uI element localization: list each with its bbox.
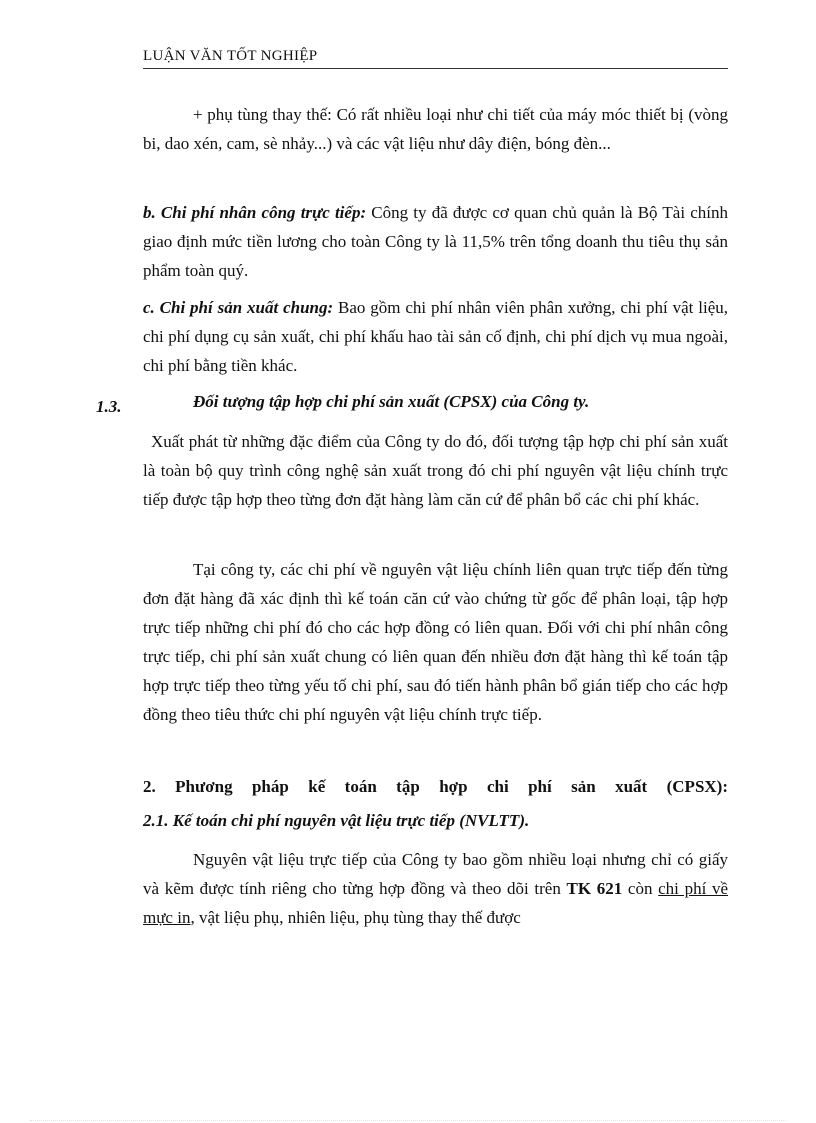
- paragraph-direct-materials: [143, 845, 728, 932]
- direct-materials-mid: còn: [622, 879, 659, 898]
- direct-materials-end: , vật liệu phụ, nhiên liệu, phụ tùng thay thế được: [190, 908, 521, 927]
- paragraph-direct-labor: [143, 198, 728, 285]
- page-bottom-rule: [30, 1120, 786, 1121]
- direct-labor-lead: b. Chi phí nhân công trực tiếp:: [143, 203, 367, 222]
- paragraph-cost-object: Xuất phát từ những đặc điểm của Công ty do đó, đối tượng tập hợp chi phí sản xuất là toàn bộ quy trình công nghệ sản xuất trong đó chi phí nguyên vật liệu chính trực tiếp được tập hợp theo từng đơn đặt hàng làm căn cứ để phân bổ các chi phí khác.: [143, 432, 728, 509]
- paragraph-general-production: [143, 293, 728, 380]
- direct-labor-body: Công ty đã được cơ quan chủ quản là Bộ Tài chính giao định mức tiền lương cho toàn Công ty là 11,5% trên tổng doanh thu tiêu thụ sản phẩm toàn quý.: [143, 203, 729, 280]
- section-title-1-3: Đối tượng tập hợp chi phí sản xuất (CPSX) của Công ty.: [193, 392, 590, 411]
- section-number-1-3: 1.3.: [96, 397, 122, 416]
- general-production-body: Bao gồm chi phí nhân viên phân xưởng, chi phí vật liệu, chi phí dụng cụ sản xuất, chi phí khấu hao tài sản cố định, chi phí dịch vụ mua ngoài, chi phí bằng tiền khác.: [143, 298, 728, 375]
- direct-materials-intro: Nguyên vật liệu trực tiếp của Công ty bao gồm nhiều loại nhưng chỉ có giấy và kẽm được tính riêng cho từng hợp đồng và theo dõi trên: [143, 850, 728, 898]
- paragraph-cost-allocation: Tại công ty, các chi phí về nguyên vật liệu chính liên quan trực tiếp đến từng đơn đặt hàng đã xác định thì kế toán căn cứ vào chứng từ gốc để phân loại, tập hợp trực tiếp những chi phí đó cho các hợp đồng có liên quan. Đối với chi phí nhân công trực tiếp, chi phí sản xuất chung có liên quan đến nhiều đơn đặt hàng thì kế toán tập hợp trực tiếp theo từng yếu tố chi phí, sau đó tiến hành phân bổ gián tiếp cho các hợp đồng theo tiêu thức chi phí nguyên vật liệu chính trực tiếp.: [143, 560, 728, 724]
- ink-cost-link: chi phí về mực in: [143, 879, 729, 927]
- paragraph-spare-parts: + phụ tùng thay thế: Có rất nhiều loại như chi tiết của máy móc thiết bị (vòng bi, dao xén, cam, sè nhảy...) và các vật liệu như dây điện, bóng đèn...: [143, 105, 728, 153]
- account-tk621: TK 621: [566, 879, 623, 898]
- section-heading-2-1: 2.1. Kế toán chi phí nguyên vật liệu trực tiếp (NVLTT).: [143, 811, 530, 830]
- section-heading-2: 2. Phương pháp kế toán tập hợp chi phí sản xuất (CPSX):: [143, 777, 728, 796]
- page-header: LUẬN VĂN TỐT NGHIỆP: [143, 48, 728, 69]
- general-production-lead: c. Chi phí sản xuất chung:: [143, 298, 334, 317]
